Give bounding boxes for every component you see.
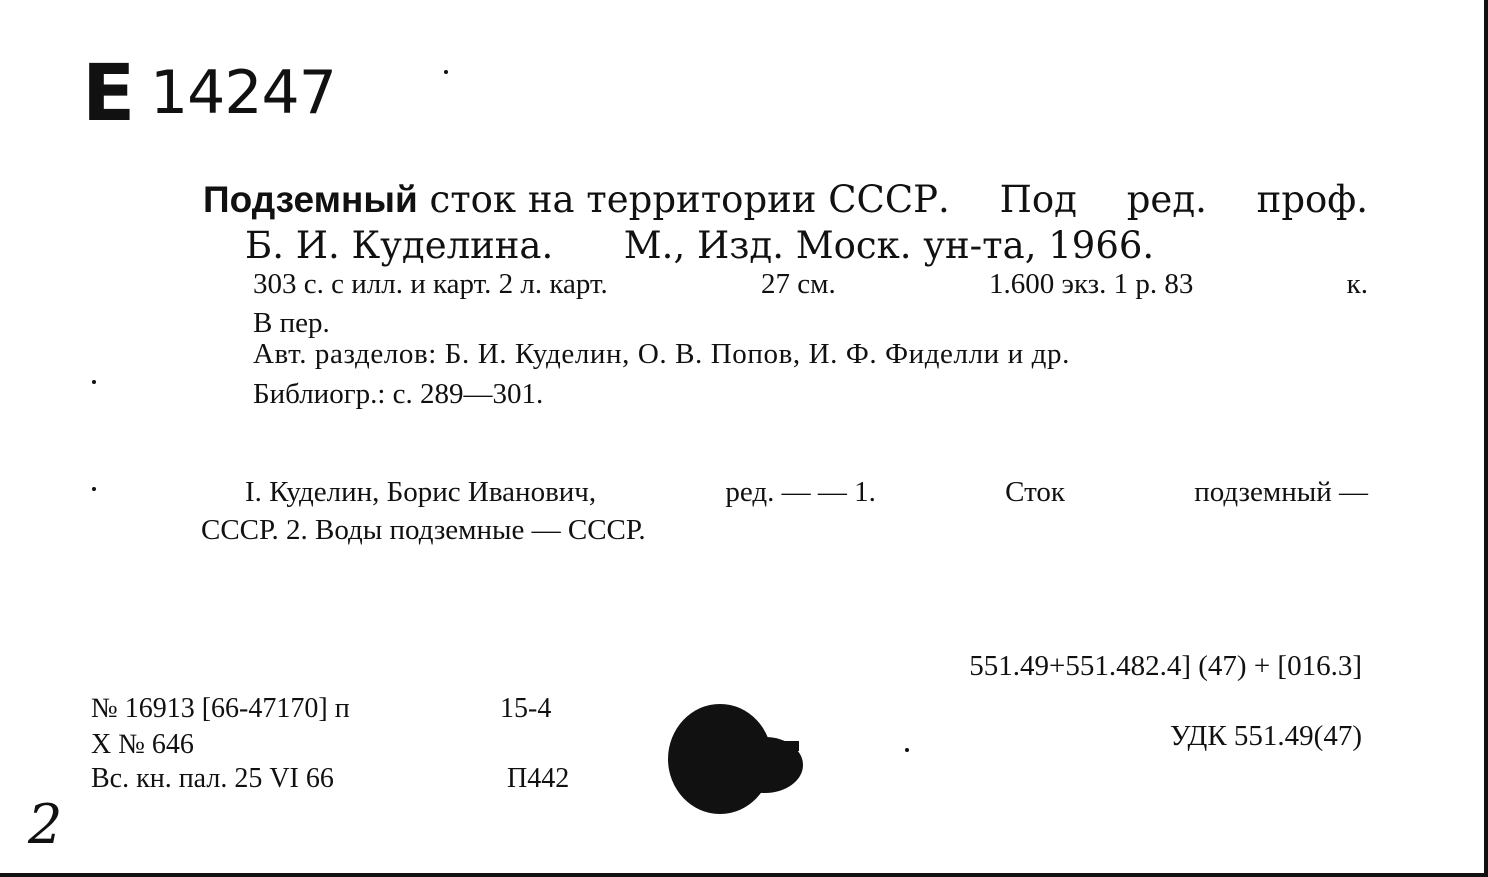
- tracings-line: [245, 476, 1368, 509]
- card-code: П442: [507, 763, 570, 794]
- size: 27 см.: [761, 268, 836, 300]
- speck: [905, 748, 909, 752]
- ink-blot: [665, 697, 805, 817]
- title-word: проф.: [1256, 178, 1368, 221]
- tracing-editor: I. Куделин, Борис Иванович,: [245, 476, 597, 508]
- tracing-number: ред. — — 1.: [725, 476, 876, 508]
- print-run: 1.600 экз. 1 р. 83: [989, 268, 1194, 300]
- physical-description-line: [253, 268, 1368, 301]
- price-suffix: к.: [1346, 268, 1368, 300]
- title-word: Под: [999, 178, 1077, 221]
- order-code: 15-4: [500, 693, 552, 724]
- tracings-line-2: СССР. 2. Воды подземные — СССР.: [201, 514, 646, 546]
- speck: [92, 380, 96, 384]
- udk-index: УДК 551.49(47): [1169, 720, 1362, 752]
- tracing-word: подземный —: [1194, 476, 1368, 508]
- title-line: [203, 178, 1368, 221]
- publication-line: Б. И. Куделина. М., Изд. Моск. ун-та, 1966.: [245, 224, 1155, 267]
- classification-index: 551.49+551.482.4] (47) + [016.3]: [969, 650, 1362, 682]
- title-text: сток на территории СССР.: [429, 178, 950, 221]
- book-chamber-entry: Вс. кн. пал. 25 VI 66: [91, 763, 334, 794]
- pages: 303 с. с илл. и карт. 2 л. карт.: [253, 268, 608, 300]
- footer-row: [91, 693, 552, 725]
- speck: [92, 487, 96, 491]
- authors-line: Авт. разделов: Б. И. Куделин, О. В. Попов, И. Ф. Фиделли и др.: [253, 338, 1070, 370]
- series-mark: Е: [82, 49, 136, 139]
- catalog-number: 14247: [150, 58, 336, 128]
- tracing-word: Сток: [1005, 476, 1065, 508]
- title-bold: Подземный: [203, 179, 418, 220]
- handwritten-note: 2: [28, 793, 63, 856]
- binding-line: В пер.: [253, 307, 330, 339]
- title-word: ред.: [1126, 178, 1207, 221]
- registration-number: № 16913 [66-47170] п: [91, 693, 350, 724]
- bibliography-line: Библиогр.: с. 289—301.: [253, 378, 544, 410]
- footer-row: [91, 763, 570, 795]
- x-number: Х № 646: [91, 729, 194, 760]
- speck: [444, 70, 448, 74]
- footer-row: [91, 729, 194, 761]
